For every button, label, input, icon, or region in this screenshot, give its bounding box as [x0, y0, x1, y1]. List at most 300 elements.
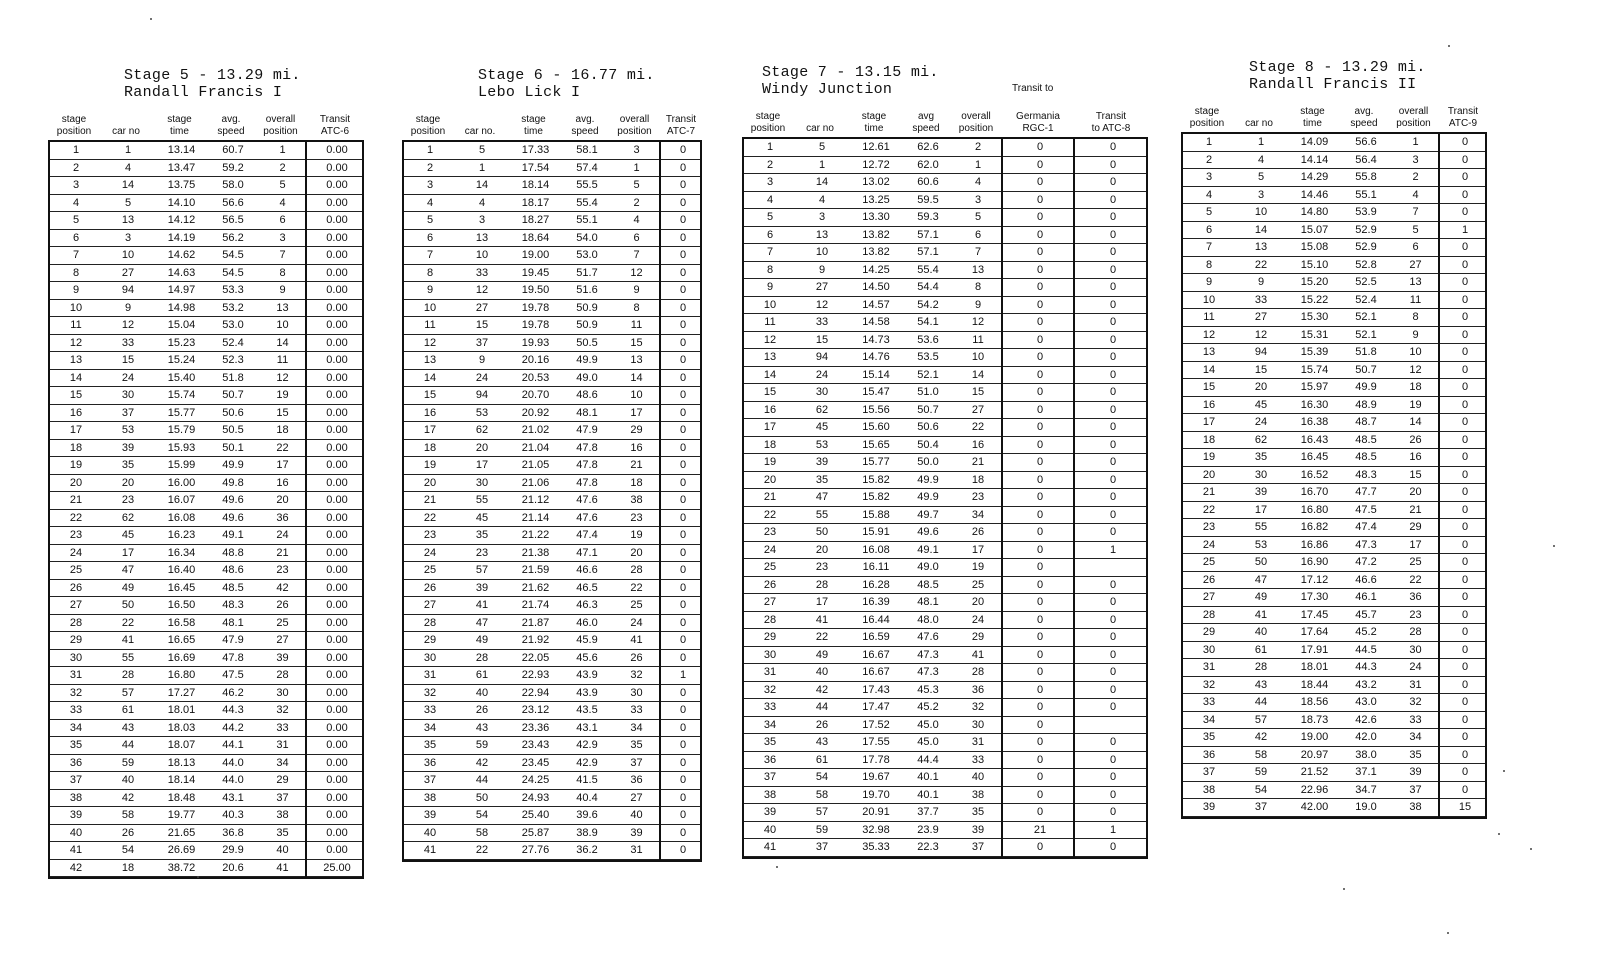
table-cell: 52.1	[1355, 311, 1377, 324]
table-cell: 1	[1205, 136, 1213, 149]
table-row	[50, 860, 362, 878]
table-cell: 39	[69, 809, 83, 822]
table-cell: 0.00	[326, 214, 348, 227]
table-cell: 42	[69, 861, 83, 874]
table-cell: 0	[1036, 246, 1044, 259]
table-cell: 34	[971, 508, 985, 521]
table-cell: 41	[121, 634, 135, 647]
table-row	[404, 807, 700, 825]
table-cell: 23	[1202, 521, 1216, 534]
table-cell: 50.6	[917, 421, 939, 434]
table-cell: 20	[121, 476, 135, 489]
table-cell: 49	[815, 648, 829, 661]
table-cell: 10	[971, 351, 985, 364]
table-cell: 5	[426, 214, 434, 227]
table-cell: 0	[679, 739, 687, 752]
table-cell: 19	[763, 456, 777, 469]
column-header	[609, 108, 660, 138]
table-cell: 37	[630, 756, 643, 769]
table-cell: 9	[1257, 276, 1265, 289]
table-cell: 43	[475, 721, 489, 734]
table-cell: 37	[815, 841, 829, 854]
table-cell: 0.00	[326, 459, 348, 472]
table-cell: 40	[423, 826, 437, 839]
table-cell: 17.12	[1300, 573, 1329, 586]
table-cell: 16.28	[862, 578, 890, 591]
table-cell: 15.88	[862, 508, 890, 521]
table-cell: 52.3	[222, 354, 244, 367]
column-header-line: overall	[1398, 106, 1429, 117]
table-cell: 48.1	[576, 406, 598, 419]
table-cell: 15.99	[167, 459, 196, 472]
table-cell: 58	[1254, 748, 1268, 761]
table-cell: 9	[124, 301, 132, 314]
table-row	[744, 559, 1146, 577]
column-header-line: time	[1303, 118, 1322, 129]
table-cell: 15.24	[167, 354, 196, 367]
table-cell: 9	[974, 298, 982, 311]
table-cell: 15.60	[862, 421, 890, 434]
table-row	[50, 405, 362, 423]
table-cell: 23.12	[521, 704, 550, 717]
table-row	[404, 527, 700, 545]
table-cell: 16.67	[862, 666, 890, 679]
column-divider	[1438, 134, 1440, 817]
table-cell: 13	[475, 231, 489, 244]
table-cell: 0	[1461, 468, 1469, 481]
table-cell: 20.16	[521, 354, 550, 367]
scan-speck	[1343, 888, 1345, 890]
column-header-line: stage	[1300, 106, 1325, 117]
table-cell: 0.00	[326, 669, 348, 682]
table-cell: 21.52	[1300, 766, 1329, 779]
table-cell: 5	[478, 144, 486, 157]
table-row	[744, 209, 1146, 227]
table-cell: 52.9	[1355, 241, 1377, 254]
column-header-line: car no	[1245, 118, 1273, 129]
table-cell: 28	[815, 578, 829, 591]
table-cell: 30	[763, 648, 777, 661]
table-cell: 29	[763, 631, 777, 644]
table-cell: 61	[815, 753, 829, 766]
table-cell: 6	[766, 228, 774, 241]
table-cell: 0	[1109, 211, 1117, 224]
table-cell: 43.5	[576, 704, 598, 717]
table-cell: 15.77	[167, 406, 196, 419]
table-cell: 13.75	[167, 179, 196, 192]
table-cell: 14	[69, 371, 83, 384]
table-cell: 47.9	[222, 634, 244, 647]
table-cell: 36	[763, 753, 777, 766]
table-row	[50, 842, 362, 860]
table-cell: 28	[475, 651, 489, 664]
table-cell: 0	[1036, 368, 1044, 381]
table-row	[50, 212, 362, 230]
table-cell: 16.90	[1300, 556, 1329, 569]
table-cell: 10	[815, 246, 829, 259]
table-row	[50, 667, 362, 685]
table-cell: 9	[1412, 328, 1419, 341]
table-cell: 19	[630, 529, 643, 542]
table-cell: 47	[121, 564, 135, 577]
table-row	[50, 510, 362, 528]
table-cell: 29	[630, 424, 643, 437]
table-cell: 41	[1254, 608, 1268, 621]
table-cell: 9	[426, 284, 434, 297]
table-cell: 45.7	[1355, 608, 1377, 621]
table-cell: 12.72	[862, 158, 890, 171]
table-cell: 21.04	[521, 441, 550, 454]
table-cell: 55.1	[1355, 188, 1377, 201]
table-cell: 0	[1036, 596, 1044, 609]
table-cell: 26	[121, 826, 135, 839]
table-cell: 16.34	[167, 546, 196, 559]
table-cell: 0	[679, 406, 687, 419]
table-cell: 44.3	[222, 704, 244, 717]
table-cell: 1	[1461, 223, 1469, 236]
table-cell: 53.6	[917, 333, 939, 346]
table-cell: 9	[1205, 276, 1213, 289]
table-row	[744, 752, 1146, 770]
table-cell: 0	[1109, 841, 1117, 854]
table-cell: 15.79	[167, 424, 196, 437]
table-cell: 34	[630, 721, 643, 734]
column-header-line: avg.	[221, 114, 241, 125]
table-cell: 41	[815, 613, 829, 626]
table-cell: 43.0	[1355, 696, 1377, 709]
table-cell: 49.6	[222, 511, 244, 524]
table-cell: 27	[276, 634, 289, 647]
table-cell: 0.00	[326, 721, 348, 734]
table-cell: 0	[1461, 416, 1469, 429]
table-cell: 45	[815, 421, 829, 434]
table-cell: 22.96	[1300, 783, 1329, 796]
column-header-line: speed	[912, 123, 940, 134]
table-cell: 0	[1109, 648, 1117, 661]
table-cell: 0	[679, 564, 687, 577]
table-cell: 13	[121, 214, 135, 227]
table-cell: 16	[1202, 398, 1216, 411]
table-cell: 17.30	[1300, 591, 1329, 604]
table-cell: 27	[423, 599, 437, 612]
table-cell: 0	[1109, 386, 1117, 399]
table-cell: 10	[1254, 206, 1268, 219]
table-cell: 13	[69, 354, 83, 367]
table-cell: 43.9	[576, 686, 598, 699]
table-cell: 0	[679, 494, 687, 507]
table-row	[50, 195, 362, 213]
table-cell: 11	[1409, 293, 1422, 306]
table-cell: 28	[630, 564, 643, 577]
table-row	[404, 247, 700, 265]
table-cell: 42	[276, 581, 289, 594]
table-cell: 57.1	[917, 246, 939, 259]
table-cell: 43.1	[222, 791, 244, 804]
table-cell: 48.5	[222, 581, 244, 594]
table-cell: 48.3	[1355, 468, 1377, 481]
column-header-line: position	[56, 126, 92, 137]
table-cell: 17.45	[1300, 608, 1329, 621]
table-cell: 4	[478, 196, 486, 209]
table-cell: 58	[475, 826, 489, 839]
table-cell: 40.1	[917, 771, 939, 784]
column-header-line: stage	[167, 114, 192, 125]
table-cell: 18	[763, 438, 777, 451]
table-cell: 54	[121, 844, 135, 857]
table-cell: 21.92	[521, 634, 550, 647]
table-cell: 47	[475, 616, 489, 629]
table-cell: 37	[1409, 783, 1422, 796]
table-cell: 17	[423, 424, 437, 437]
table-cell: 26	[971, 526, 985, 539]
table-cell: 36	[630, 774, 643, 787]
table-cell: 41	[763, 841, 777, 854]
table-cell: 15	[1458, 801, 1472, 814]
table-cell: 17	[276, 459, 289, 472]
table-cell: 14.57	[862, 298, 890, 311]
table-cell: 14.09	[1300, 136, 1329, 149]
table-cell: 41	[475, 599, 489, 612]
table-cell: 48.5	[1355, 433, 1377, 446]
table-cell: 0	[1109, 683, 1117, 696]
table-cell: 0	[1109, 753, 1117, 766]
table-cell: 29	[69, 634, 83, 647]
table-cell: 15.23	[167, 336, 196, 349]
column-header-line: time	[864, 123, 884, 134]
table-cell: 0	[679, 214, 687, 227]
column-header	[902, 105, 950, 135]
table-row	[744, 612, 1146, 630]
table-row	[744, 437, 1146, 455]
table-cell: 49.1	[222, 529, 244, 542]
table-cell: 50	[121, 599, 135, 612]
table-cell: 3	[1257, 188, 1265, 201]
table-cell: 55	[1254, 521, 1268, 534]
column-header	[660, 108, 702, 138]
table-cell: 15.08	[1300, 241, 1329, 254]
table-cell: 0	[679, 809, 687, 822]
table-cell: 94	[475, 389, 489, 402]
table-cell: 56.4	[1355, 153, 1377, 166]
table-cell: 0	[1036, 491, 1044, 504]
table-cell: 40	[69, 826, 83, 839]
table-cell: 27	[121, 266, 135, 279]
table-cell: 22	[763, 508, 777, 521]
table-cell: 47.7	[1355, 486, 1377, 499]
table-cell: 14.80	[1300, 206, 1329, 219]
table-cell: 0	[1109, 176, 1117, 189]
table-cell: 0	[1109, 631, 1117, 644]
table-row	[404, 825, 700, 843]
stage-title: Stage 8 - 13.29 mi.	[1249, 59, 1426, 76]
table-row	[404, 317, 700, 335]
table-cell: 62	[1254, 433, 1268, 446]
column-header-line: speed	[1350, 118, 1378, 129]
table-cell: 0	[1036, 736, 1044, 749]
table-row	[744, 157, 1146, 175]
table-cell: 7	[766, 246, 774, 259]
table-cell: 5	[1412, 223, 1419, 236]
table-cell: 19.00	[521, 249, 550, 262]
table-cell: 13	[1202, 346, 1216, 359]
table-cell: 24	[121, 371, 135, 384]
table-cell: 34.7	[1355, 783, 1377, 796]
table-cell: 22	[121, 616, 135, 629]
table-cell: 59.5	[917, 193, 939, 206]
table-cell: 15	[475, 319, 489, 332]
table-cell: 25	[630, 599, 643, 612]
table-cell: 0	[679, 511, 687, 524]
table-cell: 19	[1202, 451, 1216, 464]
table-cell: 17	[1409, 538, 1422, 551]
table-cell: 43	[121, 721, 135, 734]
table-cell: 10	[763, 298, 777, 311]
table-cell: 19	[276, 389, 289, 402]
table-cell: 44.5	[1355, 643, 1377, 656]
table-cell: 18.07	[167, 739, 196, 752]
table-cell: 0.00	[326, 686, 348, 699]
table-row	[744, 664, 1146, 682]
column-divider	[659, 142, 661, 860]
table-cell: 0	[679, 616, 687, 629]
column-header	[1439, 100, 1487, 130]
table-cell: 4	[124, 161, 132, 174]
table-cell: 22	[1409, 573, 1422, 586]
table-cell: 40	[276, 844, 289, 857]
table-cell: 20	[276, 494, 289, 507]
table-cell: 19.45	[521, 266, 550, 279]
table-cell: 0	[1109, 701, 1117, 714]
column-header	[1340, 100, 1388, 130]
table-cell: 38	[423, 791, 437, 804]
table-cell: 55.8	[1355, 171, 1377, 184]
table-cell: 34	[423, 721, 437, 734]
table-cell: 94	[815, 351, 829, 364]
table-row	[744, 297, 1146, 315]
table-cell: 16.50	[167, 599, 196, 612]
table-cell: 37.7	[917, 806, 939, 819]
table-cell: 22.94	[521, 686, 550, 699]
table-cell: 27	[630, 791, 643, 804]
table-row	[50, 317, 362, 335]
table-cell: 22.3	[917, 841, 939, 854]
table-cell: 24	[1202, 538, 1216, 551]
table-cell: 0	[1036, 788, 1044, 801]
table-cell: 35	[423, 739, 437, 752]
table-cell: 50	[1254, 556, 1268, 569]
table-row	[50, 597, 362, 615]
table-cell: 20	[763, 473, 777, 486]
table-cell: 39	[121, 441, 135, 454]
table-cell: 46.2	[222, 686, 244, 699]
table-cell: 32	[276, 704, 289, 717]
table-cell: 9	[279, 284, 286, 297]
scan-speck	[1530, 848, 1532, 850]
table-cell: 43.9	[576, 669, 598, 682]
table-cell: 0	[1109, 193, 1117, 206]
table-cell: 43.1	[576, 721, 598, 734]
column-header-line: stage	[1194, 106, 1220, 117]
table-cell: 21.06	[521, 476, 550, 489]
table-cell: 21.87	[521, 616, 550, 629]
table-cell: 0	[1109, 263, 1117, 276]
table-cell: 40	[121, 774, 135, 787]
column-header	[48, 108, 100, 138]
table-cell: 10	[69, 301, 83, 314]
table-cell: 15.82	[862, 473, 890, 486]
table-row	[744, 804, 1146, 822]
table-cell: 16.08	[862, 543, 890, 556]
table-cell: 12	[815, 298, 829, 311]
table-cell: 18	[423, 441, 437, 454]
table-cell: 26	[69, 581, 83, 594]
table-cell: 13.82	[862, 228, 890, 241]
table-row	[744, 839, 1146, 857]
table-cell: 54.4	[917, 281, 939, 294]
table-cell: 0	[1036, 438, 1044, 451]
table-cell: 5	[72, 214, 80, 227]
table-cell: 0.00	[326, 301, 348, 314]
table-cell: 25.40	[521, 809, 550, 822]
column-header-line: stage	[415, 114, 441, 125]
table-cell: 54.5	[222, 249, 244, 262]
table-row	[744, 647, 1146, 665]
table-cell: 17	[1202, 416, 1216, 429]
table-cell: 0	[679, 651, 687, 664]
table-cell: 54.2	[917, 298, 939, 311]
table-row	[744, 472, 1146, 490]
table-cell: 39	[475, 581, 489, 594]
table-cell: 53.0	[222, 319, 244, 332]
table-cell: 27	[1254, 311, 1268, 324]
table-row	[744, 419, 1146, 437]
column-headers	[742, 105, 1148, 135]
table-cell: 21.02	[521, 424, 550, 437]
table-cell: 0	[1036, 281, 1044, 294]
table-cell: 25	[763, 561, 777, 574]
table-cell: 48.9	[1355, 398, 1377, 411]
table-cell: 36	[69, 756, 83, 769]
table-cell: 15.07	[1300, 223, 1329, 236]
table-cell: 21	[1033, 823, 1047, 836]
table-cell: 17.52	[862, 718, 890, 731]
scan-speck	[1503, 770, 1505, 772]
table-cell: 8	[974, 281, 982, 294]
table-cell: 32	[423, 686, 437, 699]
table-cell: 44	[121, 739, 135, 752]
column-header-line: position	[958, 123, 994, 134]
table-cell: 0.00	[326, 284, 348, 297]
table-cell: 0	[679, 284, 687, 297]
column-header-line: stage	[521, 114, 546, 125]
table-cell: 20.6	[222, 861, 244, 874]
table-cell: 0	[679, 354, 687, 367]
table-cell: 0.00	[326, 826, 348, 839]
table-cell: 22	[1254, 258, 1268, 271]
table-cell: 20	[423, 476, 437, 489]
table-row	[744, 577, 1146, 595]
table-cell: 27	[971, 403, 985, 416]
table-cell: 17.64	[1300, 626, 1329, 639]
table-cell: 14	[121, 179, 135, 192]
table-cell: 15	[1254, 363, 1268, 376]
table-cell: 0	[1461, 766, 1469, 779]
table-row	[404, 475, 700, 493]
table-cell: 21	[1202, 486, 1216, 499]
table-cell: 0	[1461, 258, 1469, 271]
table-cell: 14	[475, 179, 489, 192]
table-cell: 49.6	[917, 526, 939, 539]
